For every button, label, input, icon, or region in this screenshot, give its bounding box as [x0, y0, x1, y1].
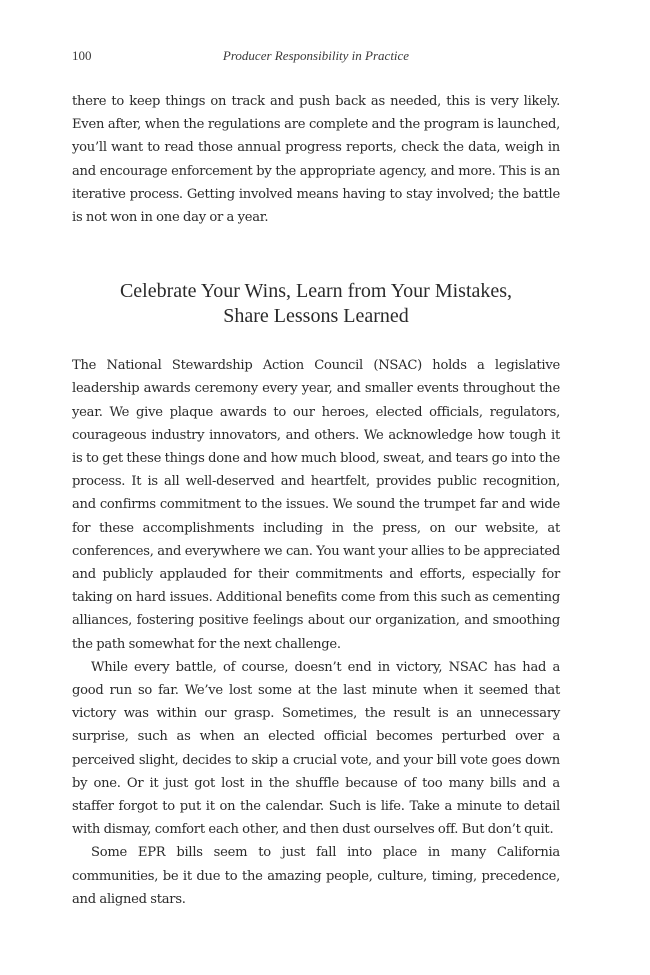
section-paragraph: Some EPR bills seem to just fall into place in many California communities, be it due to the amazing people, culture, timing, precedence, and aligned stars.	[72, 845, 560, 907]
book-page	[72, 44, 560, 911]
section-paragraph: While every battle, of course, doesn’t end in victory, NSAC has had a good run so far. We’ve lost some at the last minute when it seemed that victory was within our grasp. Sometimes, the result is an unnecessary surprise, such as when an elected official becomes perturbed over a perceived slight, decides to skip a crucial vote, and your bill vote goes down by one. Or it just got lost in the shuffle because of too many bills and a staffer forgot to put it on the calendar. Such is life. Take a minute to detail with dismay, comfort each other, and then dust ourselves off. But don’t quit.	[72, 659, 560, 838]
page-number: 100	[72, 48, 92, 63]
section-paragraph: The National Stewardship Action Council (NSAC) holds a legislative leadership awards ceremony every year, and smaller events throughout the year. We give plaque awards to our heroes, elected officials, regulators, courageous industry innovators, and others. We acknowledge how tough it is to get these things done and how much blood, sweat, and tears go into the process. It is all well-deserved and heartfelt, provides public recognition, and confirms commitment to the issues. We sound the trumpet far and wide for these accomplishments including in the press, on our website, at conferences, and everywhere we can. You want your allies to be appreciated and publicly applauded for their commitments and efforts, especially for taking on hard issues. Additional benefits come from this such as cementing alliances, fostering positive feelings about our organization, and smoothing the path somewhat for the next challenge.	[72, 358, 560, 652]
running-title: Producer Responsibility in Practice	[222, 48, 410, 63]
running-header	[72, 44, 560, 68]
section-heading: Celebrate Your Wins, Learn from Your Mistakes, Share Lessons Learned	[119, 280, 513, 328]
paragraph: there to keep things on track and push back as needed, this is very likely. Even after, when the regulations are complete and the program is launched, you’ll want to read those annual progress reports, check the data, weigh in and encourage enforcement by the appropriate agency, and more. This is an iterative process. Getting involved means having to stay involved; the battle is not won in one day or a year.	[72, 94, 560, 226]
